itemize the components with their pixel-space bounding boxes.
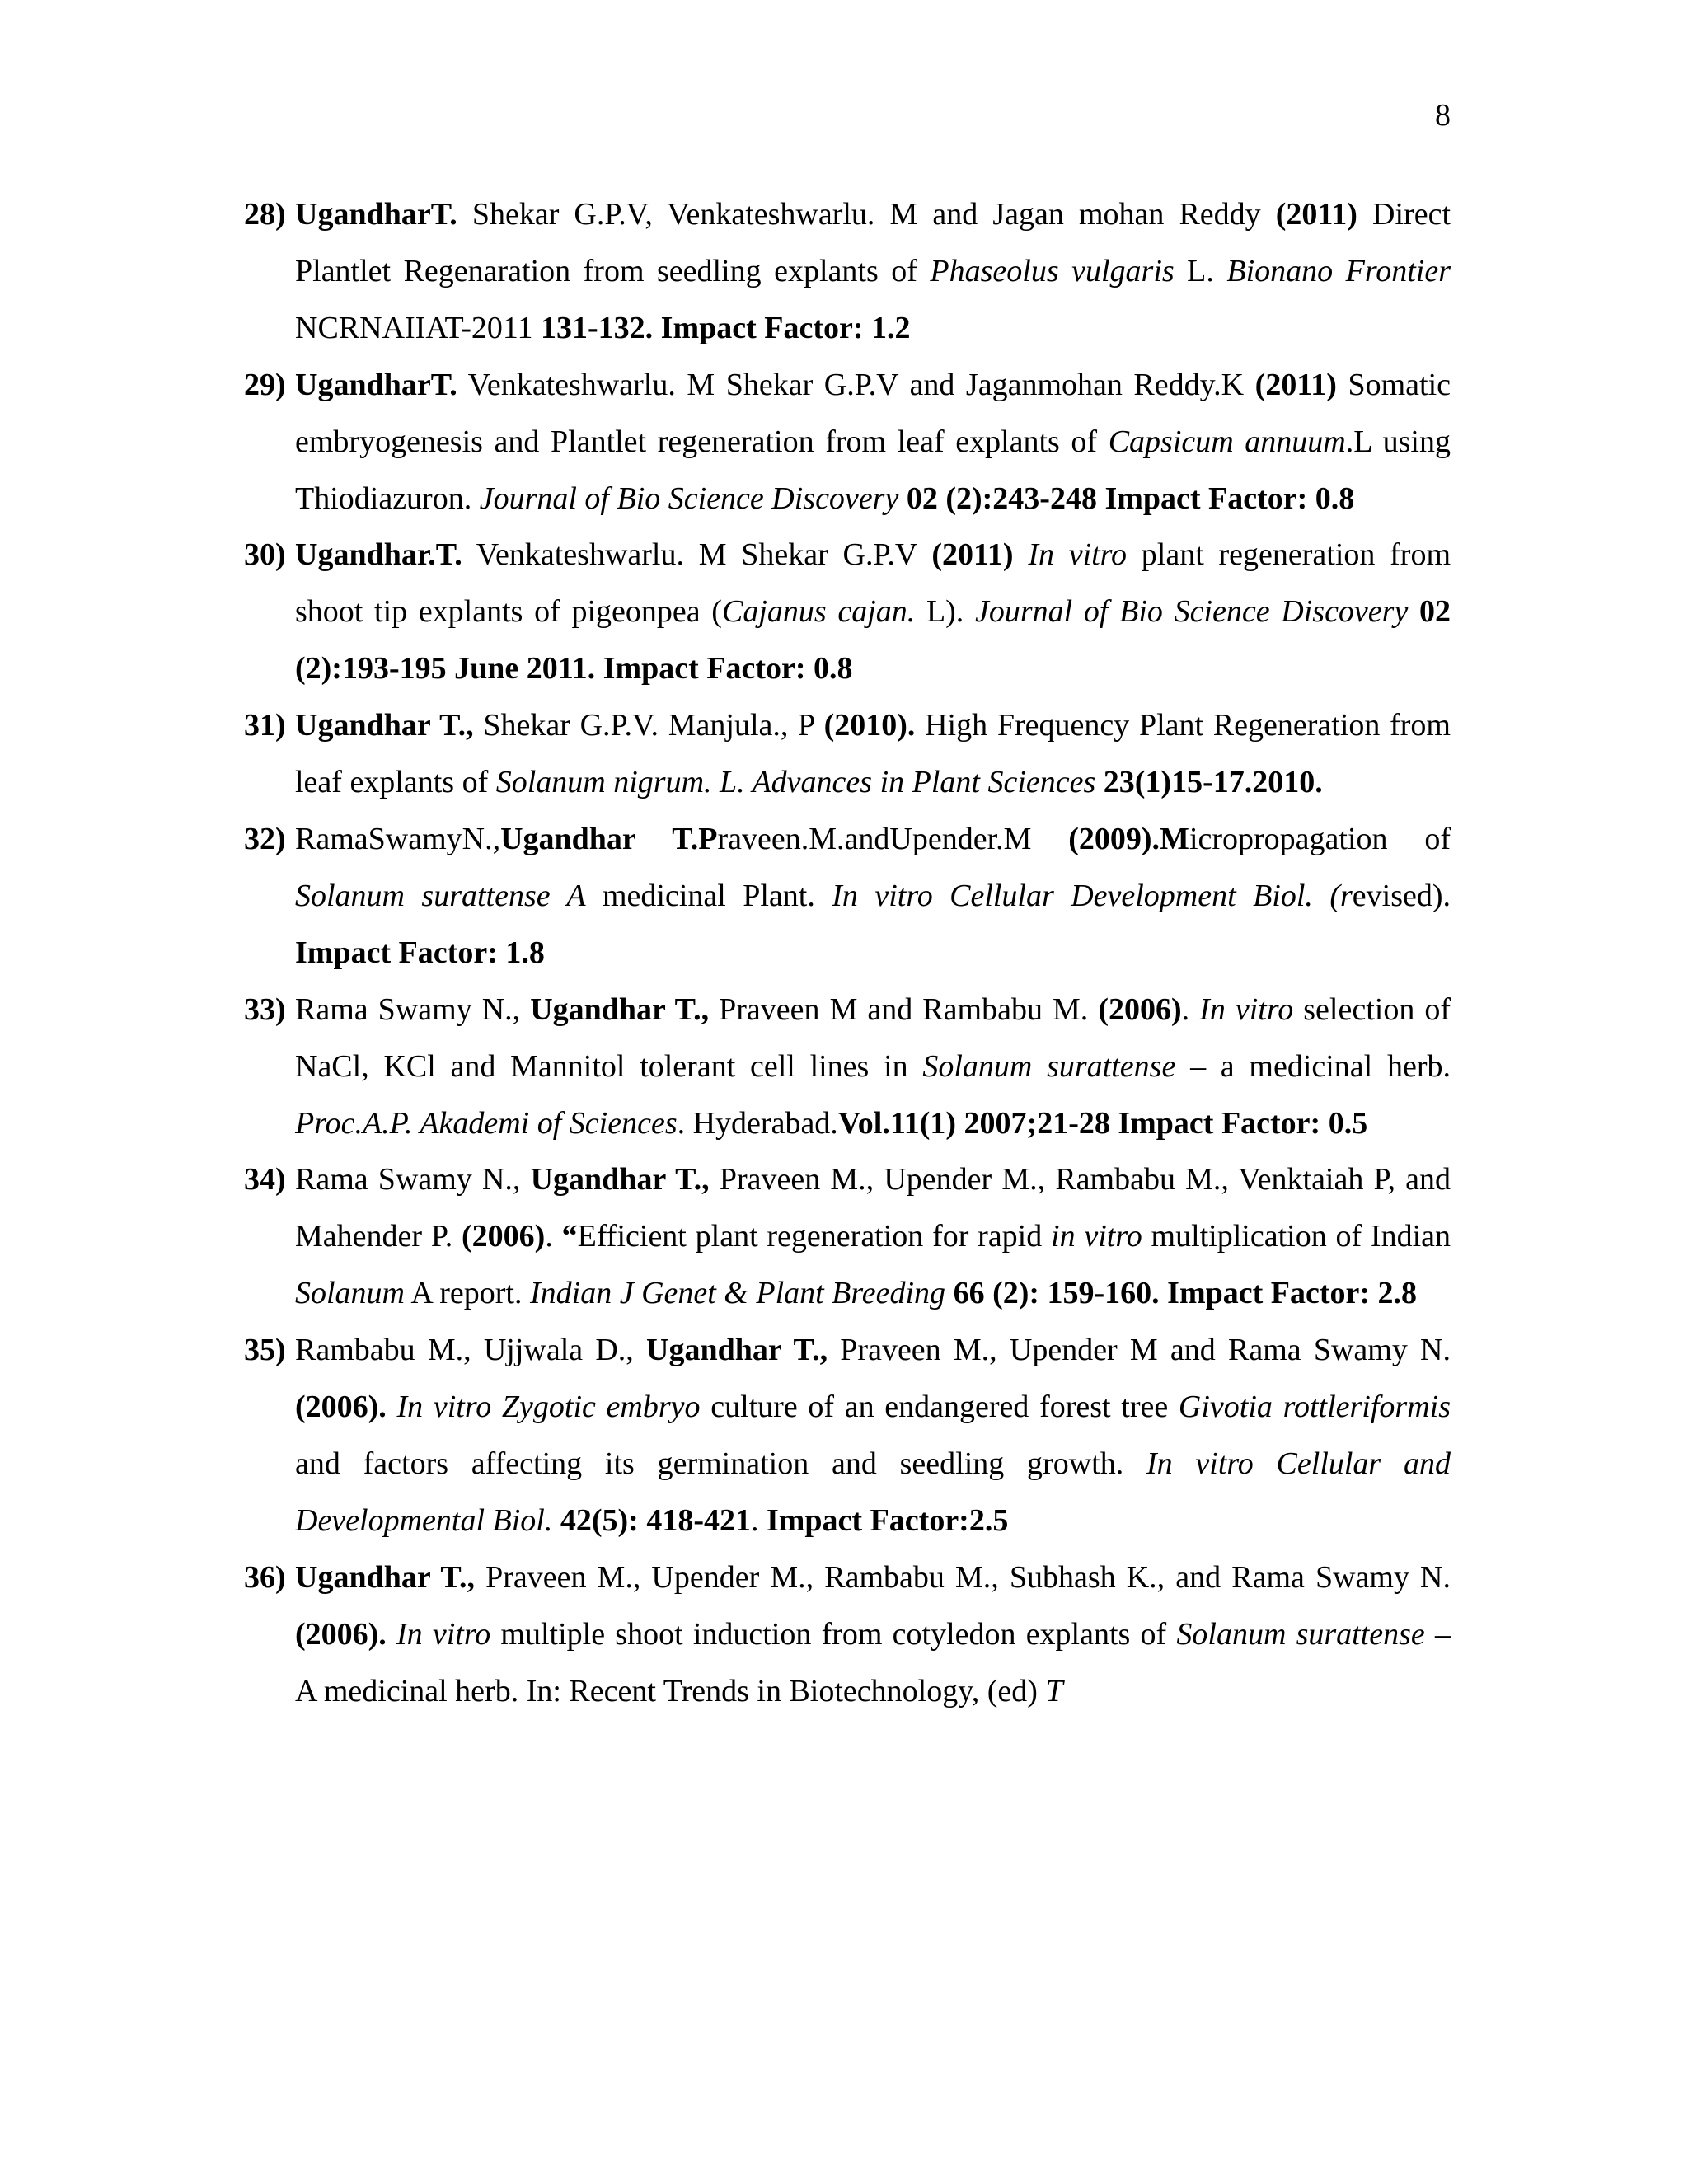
reference-text-segment: UgandharT.	[295, 197, 457, 232]
reference-entry	[244, 527, 1451, 697]
reference-text-segment: icropropagation of	[1189, 821, 1451, 856]
reference-text-segment: 02 (2):193-195 June 2011. Impact Factor: 0.8	[295, 594, 1451, 687]
reference-text-segment: 23(1)15-17.2010.	[1103, 765, 1323, 800]
reference-text-segment: Solanum surattense A	[295, 878, 586, 913]
reference-text-segment	[387, 1390, 397, 1424]
reference-text-segment: NCRNAIIAT-2011	[295, 310, 542, 345]
reference-entry	[244, 982, 1451, 1152]
reference-text-segment: Solanum surattense	[922, 1048, 1176, 1084]
reference-text-segment: in vitro	[1051, 1219, 1142, 1254]
reference-text-segment: Venkateshwarlu. M Shekar G.P.V	[462, 537, 932, 573]
reference-text-segment: Praveen M., Upender M., Rambabu M., Venktaiah P, and Mahender P.	[295, 1162, 1451, 1254]
reference-number: 32)	[244, 821, 286, 856]
reference-text-segment	[1095, 765, 1104, 799]
reference-text-segment: In vitro Cellular Development Biol. (r	[832, 878, 1353, 913]
reference-text-segment	[898, 481, 907, 516]
reference-text-segment: 66 (2): 159-160. Impact Factor: 2.8	[953, 1276, 1418, 1311]
reference-text-segment: Rambabu M., Ujjwala D.,	[295, 1333, 646, 1368]
reference-text-segment: (2011)	[1254, 367, 1337, 402]
reference-text-segment: In vitro	[396, 1616, 491, 1652]
reference-text-segment: and factors affecting its germination and seedling growth.	[295, 1446, 1146, 1481]
reference-text-segment: evised).	[1352, 878, 1451, 913]
reference-text-segment: Cajanus cajan.	[721, 594, 916, 630]
reference-text-segment: Praveen M., Upender M., Rambabu M., Subhash K., and Rama Swamy N.	[474, 1559, 1451, 1595]
page-number: 8	[1435, 98, 1451, 133]
reference-text-segment: RamaSwamyN.,	[295, 821, 501, 856]
reference-entry	[244, 811, 1451, 982]
reference-text-segment: 42(5): 418-421	[560, 1502, 751, 1538]
reference-text-segment: “	[561, 1219, 578, 1254]
reference-text-segment: Ugandhar T.,	[646, 1333, 828, 1368]
reference-text-segment: L.	[1174, 253, 1227, 288]
reference-text-segment: (2011)	[931, 537, 1014, 573]
reference-text-segment: Rama Swamy N.,	[295, 1162, 531, 1197]
reference-entry	[244, 1151, 1451, 1322]
reference-text-segment: Direct Plantlet Regenaration from seedling explants of	[295, 197, 1451, 288]
reference-text-segment: – a medicinal herb.	[1175, 1048, 1451, 1084]
reference-text-segment: 131-132. Impact Factor: 1.2	[541, 310, 911, 345]
reference-text-segment: Somatic embryogenesis and Plantlet regeneration from leaf explants of	[295, 367, 1451, 459]
reference-text-segment: Solanum surattense	[1176, 1616, 1425, 1652]
reference-entry	[244, 1549, 1451, 1720]
reference-text-segment: (2006).	[295, 1390, 387, 1425]
reference-text-segment: Solanum	[295, 1276, 405, 1311]
reference-number: 29)	[244, 367, 286, 402]
reference-text-segment: plant regeneration from shoot tip explants of pigeonpea (	[295, 537, 1451, 630]
reference-text-segment: Shekar G.P.V, Venkateshwarlu. M and Jagan mohan Reddy	[457, 197, 1276, 232]
reference-text-segment	[387, 1617, 396, 1652]
reference-text-segment: In vitro	[1199, 991, 1294, 1027]
reference-text-segment: UgandharT.	[295, 367, 457, 402]
reference-text-segment: (2006)	[1098, 991, 1182, 1027]
reference-number: 34)	[244, 1162, 286, 1197]
reference-text-segment: In vitro	[1028, 537, 1128, 573]
reference-text-segment: Ugandhar.T.	[295, 537, 462, 573]
reference-text-segment: medicinal Plant.	[585, 878, 832, 913]
reference-text-segment	[945, 1276, 954, 1310]
reference-text-segment: High Frequency Plant Regeneration from leaf explants of	[295, 708, 1451, 800]
reference-text-segment: .L using Thiodiazuron.	[295, 424, 1451, 516]
reference-text-segment: Impact Factor:2.5	[766, 1502, 1009, 1538]
reference-text-segment: raveen.M.andUpender.M	[717, 821, 1069, 856]
reference-text-segment: T	[1045, 1673, 1063, 1708]
reference-text-segment: L).	[915, 594, 975, 630]
reference-text-segment: .	[545, 1219, 562, 1254]
reference-text-segment: Praveen M., Upender M and Rama Swamy N.	[828, 1333, 1451, 1368]
reference-text-segment: .	[750, 1502, 767, 1538]
reference-number: 33)	[244, 991, 286, 1027]
reference-text-segment: (2011)	[1275, 197, 1357, 232]
reference-number: 35)	[244, 1333, 286, 1368]
reference-text-segment: 02 (2):243-248 Impact Factor: 0.8	[906, 480, 1355, 516]
reference-entry	[244, 1322, 1451, 1549]
reference-number: 36)	[244, 1559, 286, 1595]
reference-text-segment: (2006)	[462, 1219, 546, 1254]
reference-text-segment: A report.	[405, 1276, 530, 1311]
reference-entry	[244, 697, 1451, 811]
reference-text-segment: Capsicum annuum	[1108, 424, 1346, 459]
reference-number: 28)	[244, 197, 286, 232]
reference-text-segment: Ugandhar T.,	[530, 1162, 710, 1197]
reference-text-segment: (2006).	[295, 1616, 387, 1652]
reference-text-segment	[1408, 594, 1419, 629]
reference-text-segment: multiplication of Indian	[1142, 1219, 1451, 1254]
reference-entry	[244, 357, 1451, 527]
reference-number: 30)	[244, 537, 286, 573]
reference-text-segment: – A medicinal herb. In: Recent Trends in Biotechnology, (ed)	[295, 1616, 1451, 1708]
reference-text-segment: Solanum nigrum. L. Advances in Plant Sciences	[495, 765, 1096, 800]
reference-list	[244, 186, 1451, 1719]
reference-text-segment: Impact Factor: 1.8	[295, 935, 545, 970]
reference-text-segment: Proc.A.P. Akademi of Sciences	[295, 1105, 678, 1141]
reference-text-segment	[1014, 537, 1029, 572]
reference-text-segment: Journal of Bio Science Discovery	[975, 594, 1409, 630]
reference-text-segment: Vol.11(1) 2007;21-28 Impact Factor: 0.5	[837, 1105, 1368, 1141]
reference-text-segment: Ugandhar T.,	[295, 1559, 475, 1595]
reference-text-segment: (2009).M	[1068, 821, 1189, 856]
reference-text-segment: Ugandhar T.,	[295, 708, 474, 743]
reference-text-segment: (2010).	[823, 708, 916, 743]
reference-text-segment: Givotia rottleriformis	[1178, 1390, 1451, 1425]
reference-text-segment: .	[1181, 991, 1200, 1027]
reference-text-segment: Praveen M and Rambabu M.	[709, 991, 1099, 1027]
reference-text-segment: Efficient plant regeneration for rapid	[577, 1219, 1052, 1254]
reference-number: 31)	[244, 708, 286, 743]
reference-text-segment: multiple shoot induction from cotyledon explants of	[490, 1616, 1177, 1652]
reference-text-segment	[552, 1503, 560, 1538]
reference-text-segment: selection of NaCl, KCl and Mannitol tolerant cell lines in	[295, 991, 1451, 1084]
reference-text-segment: Bionano Frontier	[1226, 253, 1451, 288]
reference-text-segment: In vitro Cellular and Developmental Biol.	[295, 1446, 1451, 1538]
reference-text-segment: . Hyderabad.	[677, 1105, 838, 1141]
reference-entry	[244, 186, 1451, 357]
reference-text-segment: Indian J Genet & Plant Breeding	[529, 1276, 946, 1311]
reference-text-segment: Venkateshwarlu. M Shekar G.P.V and Jaganmohan Reddy.K	[457, 367, 1255, 402]
reference-text-segment: culture of an endangered forest tree	[700, 1390, 1179, 1425]
reference-text-segment: Rama Swamy N.,	[295, 991, 531, 1027]
reference-text-segment: Journal of Bio Science Discovery	[479, 480, 899, 516]
reference-text-segment: Ugandhar T.,	[530, 991, 710, 1027]
reference-text-segment: Ugandhar T.P	[500, 821, 718, 856]
reference-text-segment: Shekar G.P.V. Manjula., P	[473, 708, 824, 743]
reference-text-segment: In vitro Zygotic embryo	[396, 1390, 701, 1425]
reference-text-segment: Phaseolus vulgaris	[930, 253, 1175, 288]
